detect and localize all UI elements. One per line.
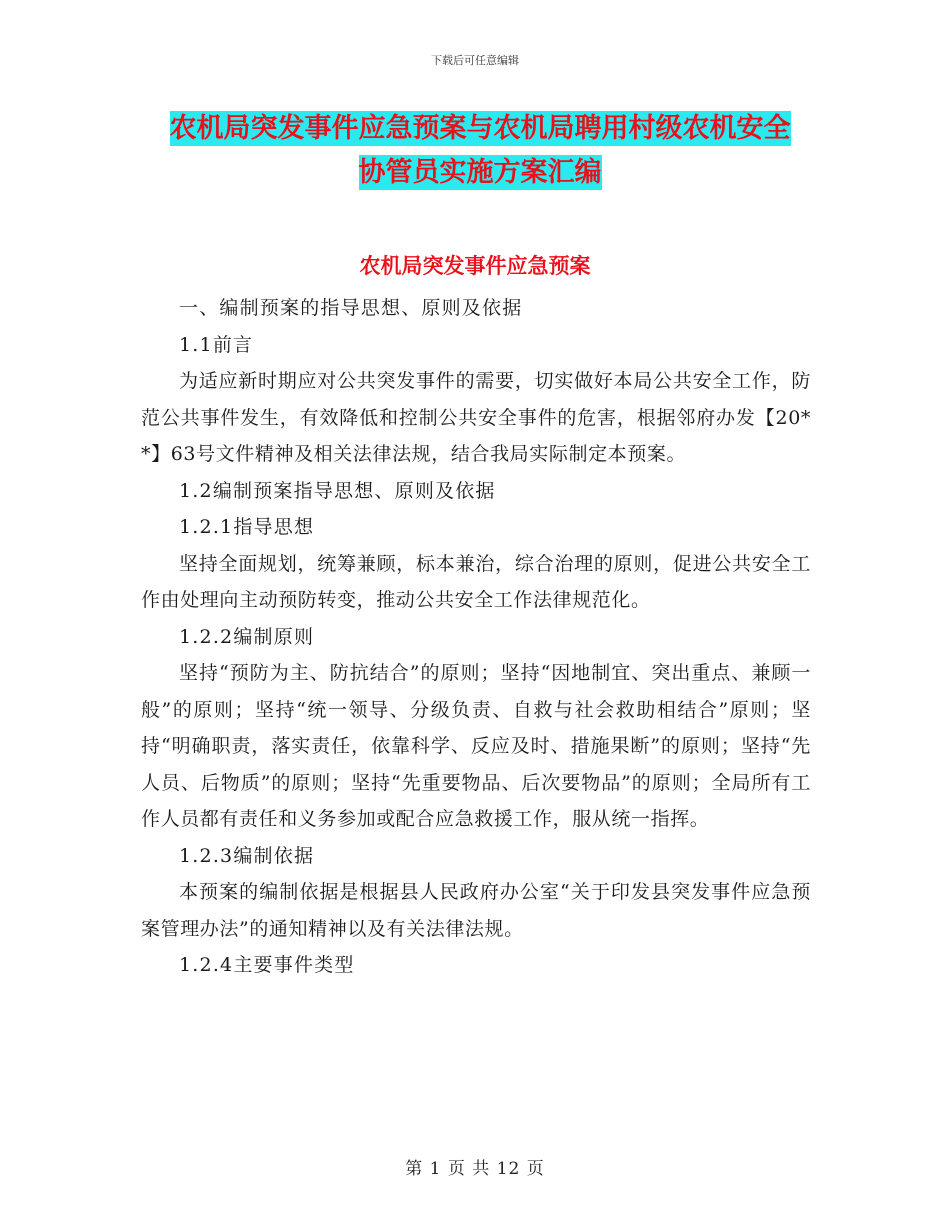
document-body xyxy=(141,290,811,984)
paragraph-preface: 为适应新时期应对公共突发事件的需要，切实做好本局公共安全工作，防范公共事件发生，有效降低和控制公共安全事件的危害，根据邻府办发【20**】63号文件精神及相关法律法规，结合我局实际制定本预案。 xyxy=(141,370,811,465)
document-title-line-1 xyxy=(140,114,820,144)
heading-1-2: 1.2编制预案指导思想、原则及依据 xyxy=(179,479,496,502)
paragraph-basis: 本预案的编制依据是根据县人民政府办公室“关于印发县突发事件应急预案管理办法”的通知精神以及有关法律法规。 xyxy=(141,881,811,940)
title-highlight: 农机局突发事件应急预案与农机局聘用村级农机安全 xyxy=(169,113,791,144)
heading-1-2-2: 1.2.2编制原则 xyxy=(179,625,315,648)
heading-1-2-3: 1.2.3编制依据 xyxy=(179,844,315,867)
heading-1-1: 1.1前言 xyxy=(179,333,254,356)
document-title-line-2 xyxy=(140,158,820,188)
heading-1-2-4: 1.2.4主要事件类型 xyxy=(179,954,355,976)
paragraph-principles: 坚持“预防为主、防抗结合”的原则；坚持“因地制宜、突出重点、兼顾一般”的原则；坚持“统一领导、分级负责、自救与社会救助相结合”原则；坚持“明确职责，落实责任，依靠科学、反应及时、措施果断”的原则；坚持“先人员、后物质”的原则；坚持“先重要物品、后次要物品”的原则；全局所有工作人员都有责任和义务参加或配合应急救援工作，服从统一指挥。 xyxy=(141,662,811,830)
heading-1-2-1: 1.2.1指导思想 xyxy=(179,516,315,538)
header-note: 下载后可任意编辑 xyxy=(431,54,519,67)
section-title: 农机局突发事件应急预案 xyxy=(359,254,591,278)
title-highlight: 协管员实施方案汇编 xyxy=(358,157,602,188)
page-footer: 第 1 页 共 12 页 xyxy=(405,1159,545,1179)
paragraph-guiding-thought: 坚持全面规划，统筹兼顾，标本兼治，综合治理的原则，促进公共安全工作由处理向主动预防转变，推动公共安全工作法律规范化。 xyxy=(141,552,811,611)
heading-chapter-1: 一、编制预案的指导思想、原则及依据 xyxy=(179,297,523,319)
